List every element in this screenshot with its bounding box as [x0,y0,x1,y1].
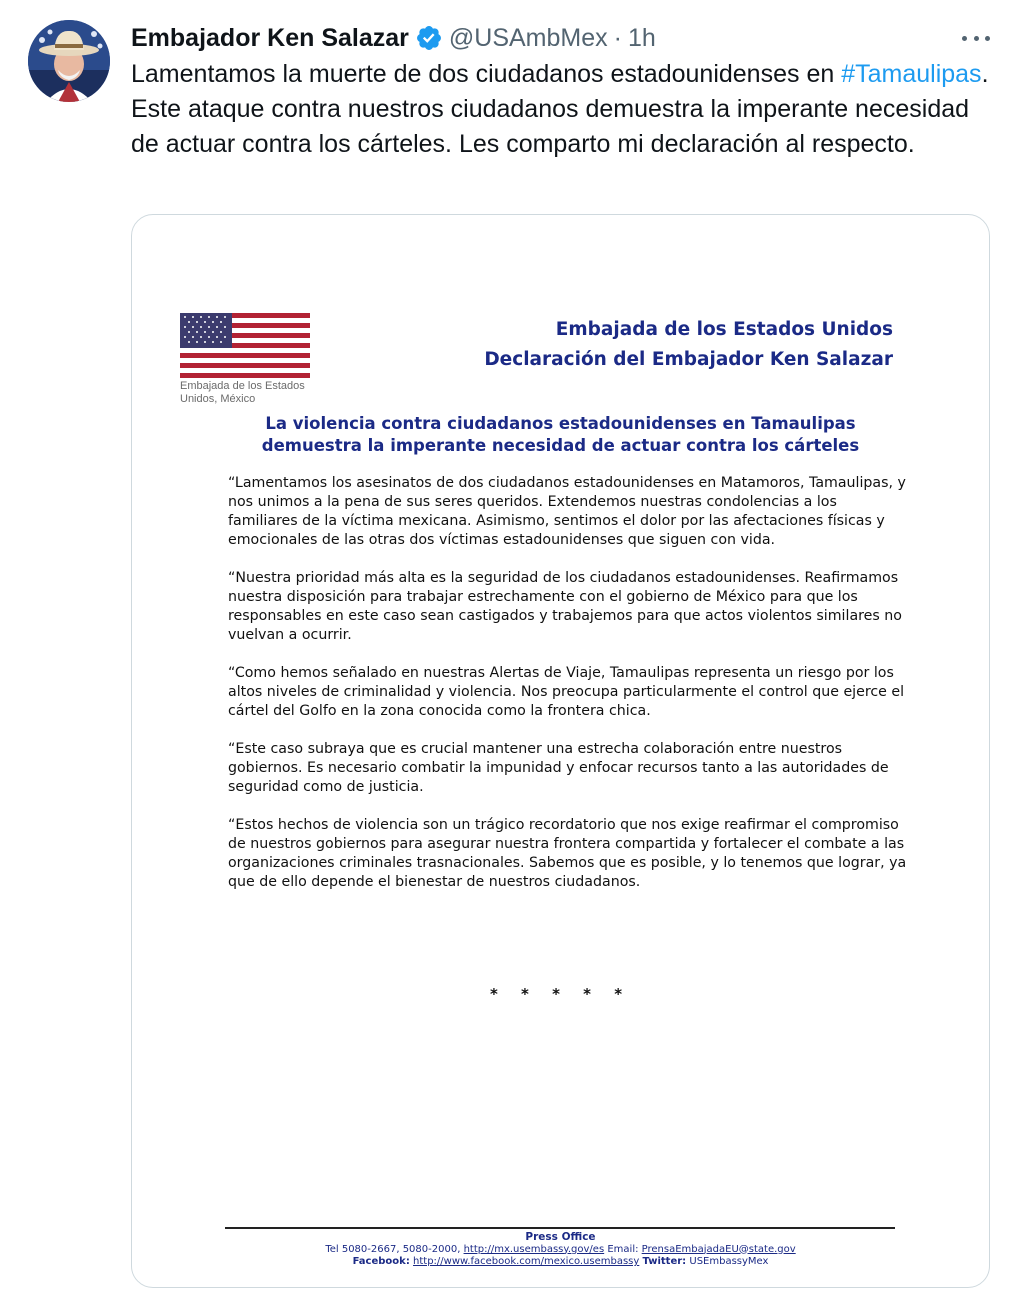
twitter-label: Twitter: [642,1256,687,1267]
dot-1 [962,36,967,41]
twitter-handle: USEmbassyMex [689,1256,769,1267]
flag-caption [180,380,320,406]
paragraph: “Estos hechos de violencia son un trágico recordatorio que nos exige reafirmar el compromiso de nuestros gobiernos para asegurar nuestra frontera compartida y fortalecer el combate a las organizaciones criminales trasnacionales. Sabemos que es posible, y lo tenemos que lograr, ya que de ello depende el bienestar de nuestros ciudadanos. [228,817,907,890]
paragraph: “Nuestra prioridad más alta es la seguridad de los ciudadanos estadounidenses. Reafirmamos nuestra disposición para trabajar estrechamente con el gobierno de México para que los responsables en este caso sean castigados y trabajemos para que actos violentos similares no vuelvan a ocurrir. [228,570,902,643]
more-options-icon[interactable] [962,26,990,50]
author-handle[interactable]: @USAmbMex [448,23,608,52]
us-flag-icon [180,313,310,378]
tweet-text-end: . Este ataque contra nuestros ciudadanos demuestra la imperante necesidad de actuar contra los cárteles. Les comparto mi declaración al respecto. [131,60,989,158]
document-title-line-2: Declaración del Embajador Ken Salazar [484,349,893,370]
footer-divider [225,1227,895,1229]
facebook-link: http://www.facebook.com/mexico.usembassy [413,1256,640,1267]
tel-label: Tel 5080-2667, 5080-2000, [325,1243,464,1255]
document-body [228,474,908,911]
website-link: http://mx.usembassy.gov/es [463,1243,605,1255]
document-title-line-1: Embajada de los Estados Unidos [555,319,893,340]
footer-social-line [132,1256,989,1269]
avatar-image [28,20,110,102]
footer-contact-line [132,1244,989,1257]
dot-3 [985,36,990,41]
paragraph: “Como hemos señalado en nuestras Alertas de Viaje, Tamaulipas representa un riesgo por los altos niveles de criminalidad y violencia. Nos preocupa particularmente el control que ejerce el cártel del Golfo en la zona conocida como la frontera chica. [228,665,905,719]
document-headline [132,413,989,457]
paragraph: “Lamentamos los asesinatos de dos ciudadanos estadounidenses en Matamoros, Tamaulipas, y nos unimos a la pena de sus seres queridos. Extendemos nuestras condolencias a los familiares de la víctima mexicana. Asimismo, sentimos el dolor por las afectaciones físicas y emocionales de las otras dos víctimas estadounidenses que siguen con vida. [228,475,906,548]
document-title [484,315,893,375]
author-name[interactable]: Embajador Ken Salazar [131,23,409,52]
headline-line-2: demuestra la imperante necesidad de actuar contra los cárteles [261,436,860,455]
tweet-header [131,20,656,56]
email-label: Email: [604,1243,642,1255]
flag-caption-line-2: Unidos, México [180,393,256,405]
document-footer [132,1231,989,1269]
paragraph: “Este caso subraya que es crucial mantener una estrecha colaboración entre nuestros gobiernos. Es necesario combatir la impunidad y enfocar recursos tanto a las autoridades de seguridad como de justicia. [228,741,889,795]
facebook-label: Facebook: [352,1256,410,1267]
avatar[interactable] [28,20,110,102]
press-statement-image [132,215,989,1287]
media-card[interactable] [131,214,990,1288]
email-link: PrensaEmbajadaEU@state.gov [641,1243,796,1255]
press-office-label: Press Office [525,1231,596,1243]
tweet-timestamp[interactable]: 1h [627,23,656,52]
end-stars: * * * * * [489,985,632,1003]
hashtag-link[interactable]: #Tamaulipas [841,60,982,88]
separator-dot: · [613,23,622,52]
verified-badge-icon[interactable] [415,24,443,52]
flag-caption-line-1: Embajada de los Estados [180,380,305,392]
tweet-text-start: Lamentamos la muerte de dos ciudadanos estadounidenses en [131,60,842,88]
headline-line-1: La violencia contra ciudadanos estadounidenses en Tamaulipas [265,414,856,433]
dot-2 [974,36,979,41]
tweet-text [131,57,991,162]
